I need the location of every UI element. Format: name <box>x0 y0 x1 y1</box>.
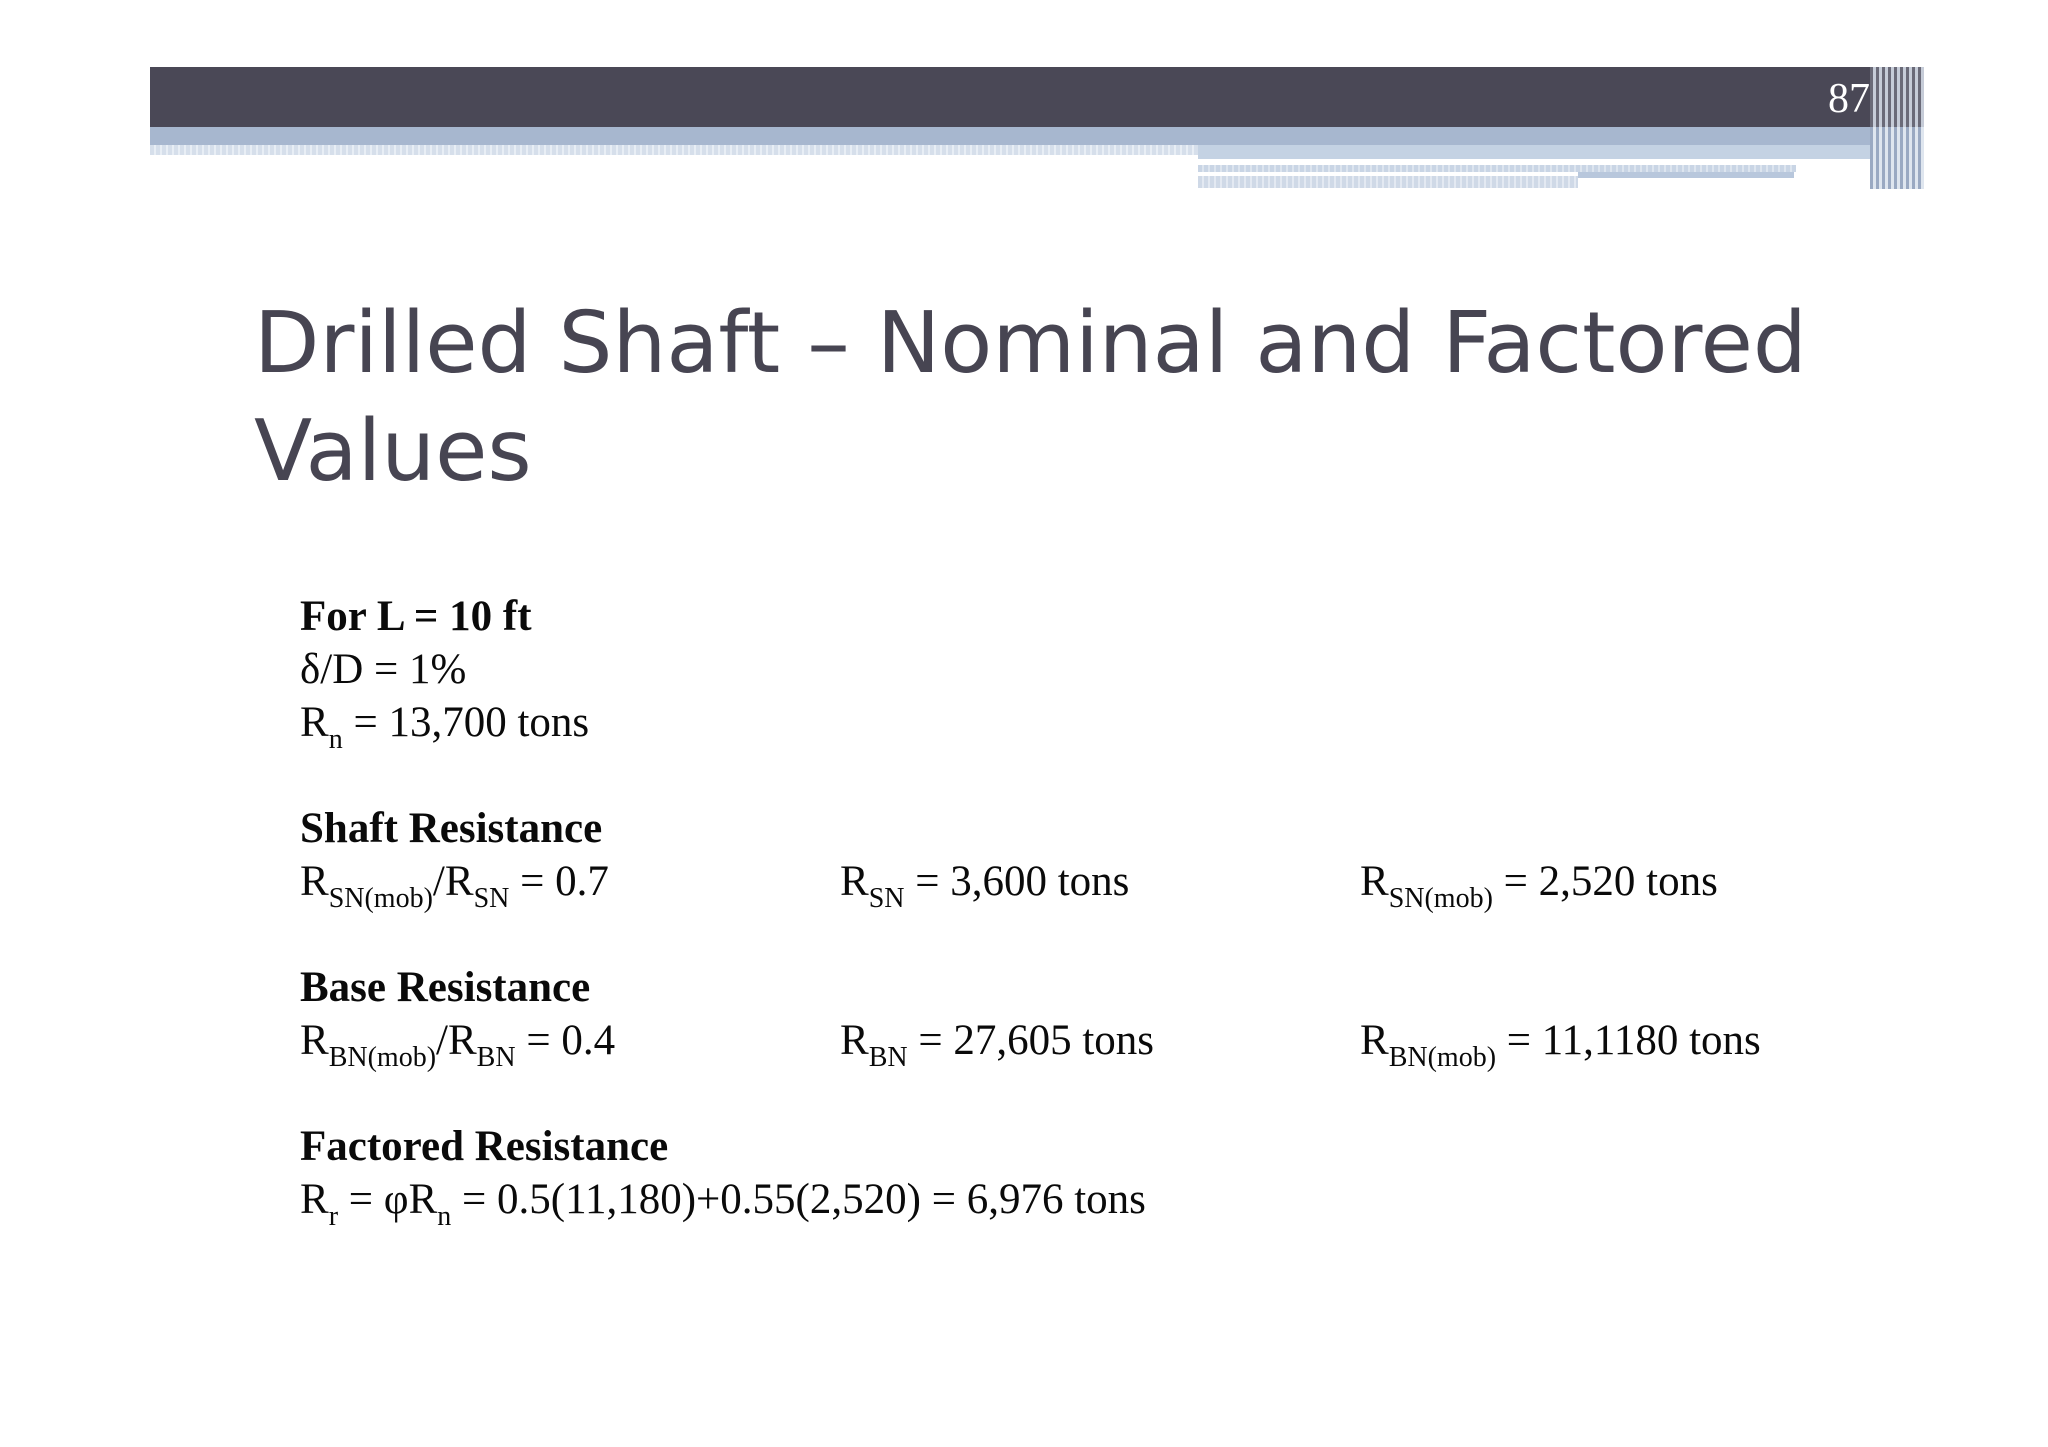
rn-subscript: n <box>328 724 343 755</box>
base-row <box>300 1014 1860 1073</box>
base-mobilized: $R_{BN(mob)} = 11,1180$ tons <box>1360 1017 1761 1073</box>
slide-body <box>300 590 1860 1232</box>
slide-title-line1: Drilled Shaft – Nominal and Factored <box>254 294 1807 393</box>
factored-heading: Factored Resistance <box>300 1123 669 1170</box>
rn-symbol: R <box>300 699 329 746</box>
shaft-nominal: $R_{SN} = 3,600$ tons <box>840 858 1130 914</box>
case-nominal-resistance <box>300 696 1860 755</box>
case-heading: For L = 10 ft <box>300 593 532 640</box>
shaft-mobilized: $R_{SN(mob)} = 2,520$ tons <box>1360 858 1718 914</box>
slide-title-line2: Values <box>254 402 532 501</box>
page-number: 87 <box>1828 76 1870 122</box>
header-pattern-band-right <box>1198 165 1796 172</box>
header-banner <box>150 67 1924 127</box>
shaft-row <box>300 855 1860 914</box>
base-ratio: $R_{BN(mob)}/R_{BN} = 0.4$ <box>300 1017 616 1073</box>
header-pattern-band-lower <box>1198 176 1578 188</box>
header-stripes-light-decoration <box>1870 127 1924 189</box>
header-thin-band <box>1578 172 1794 178</box>
spacer <box>300 749 1860 802</box>
header-accent-band <box>150 127 1924 145</box>
shaft-ratio: $R_{SN(mob)}/R_{SN} = 0.7$ <box>300 858 609 914</box>
header-pattern-band <box>150 145 1200 155</box>
rn-value: = 13,700 tons <box>342 699 590 746</box>
spacer <box>300 1067 1860 1120</box>
spacer <box>300 908 1860 961</box>
base-nominal: $R_{BN} = 27,605$ tons <box>840 1017 1155 1073</box>
base-heading: Base Resistance <box>300 964 591 1011</box>
slide-title <box>254 290 1854 506</box>
case-ratio: δ/D = 1% <box>300 646 467 693</box>
shaft-heading: Shaft Resistance <box>300 805 603 852</box>
factored-equation: $R_r = \varphi R_n = 0.5(11,180)+0.55(2,520) = 6,976$ tons <box>300 1176 1146 1232</box>
header-right-band <box>1198 145 1924 159</box>
